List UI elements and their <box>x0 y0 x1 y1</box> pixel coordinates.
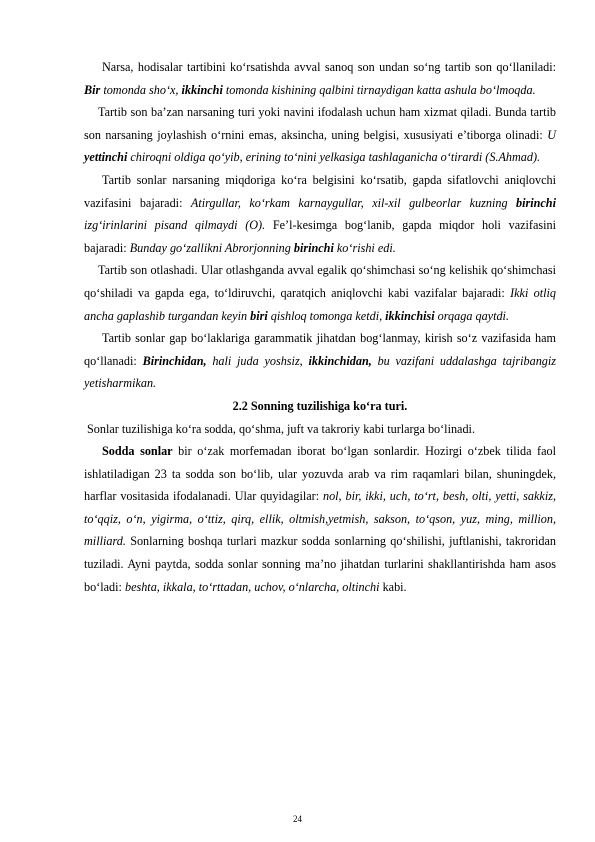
paragraph-simple-numerals <box>84 440 556 598</box>
paragraph-ordinal-attribute <box>84 169 556 259</box>
paragraph-ordinal-introductory <box>84 327 556 395</box>
emphasized-word: ikkinchidan, <box>308 353 372 368</box>
text-segment: Tartib sonlar gap bo‘laklariga garammatik jihatdan bog‘lanmay, kirish so‘z vazifasida ham qo‘llanadi: <box>84 331 556 368</box>
text-segment: bir o‘zak morfemadan iborat bo‘lgan sonlardir. Hozirgi o‘zbek tilida faol ishlatiladigan 23 ta sodda son bo‘lib, ular yozuvda arab va rim raqamlari bilan, shuningdek, harflar vositasida ifodalanadi. Ular quyidagilar: <box>84 444 556 504</box>
text-segment: Fe’l-kesimga bog‘lanib, gapda miqdor holi vazifasini bajaradi: <box>84 218 556 255</box>
example-text: beshta, ikkala, to‘rttadan, uchov, o‘nlarcha, oltinchi <box>124 579 380 594</box>
document-page <box>84 56 556 598</box>
emphasized-word: birinchi <box>516 195 556 210</box>
emphasized-word: yettinchi <box>84 150 128 165</box>
text-segment: Tartib sonlar narsaning miqdoriga ko‘ra belgisini ko‘rsatib, gapda sifatlovchi aniqlovchi vazifasini bajaradi: <box>84 172 556 210</box>
text-segment: Narsa, hodisalar tartibini ko‘rsatishda avval sanoq son undan so‘ng tartib son qo‘llaniladi: <box>102 60 556 74</box>
paragraph-ordinal-order <box>84 56 556 101</box>
paragraph-ordinal-kind <box>84 101 556 169</box>
example-text: izg‘irinlarini pisand qilmaydi (O). <box>84 218 266 233</box>
example-text: qishloq tomonga ketdi, <box>267 308 386 323</box>
emphasized-word: Bir <box>84 82 101 97</box>
term-bold: Sodda sonlar <box>102 444 173 459</box>
example-text: ko‘rishi edi. <box>333 240 396 255</box>
text-segment: Tartib son otlashadi. Ular otlashganda avval egalik qo‘shimchasi so‘ng kelishik qo‘shimchasi qo‘shiladi va gapda ega, to‘ldiruvchi, qaratqich aniqlovchi kabi vazifalar bajaradi: <box>84 263 556 300</box>
emphasized-word: ikkinchi <box>181 82 223 97</box>
text-segment: Tartib son ba’zan narsaning turi yoki navini ifodalash uchun ham xizmat qiladi. Bunda tartib son narsaning joylashish o‘rnini emas, aksincha, uning belgisi, xususiyati e’tiborga olinadi: <box>84 105 556 142</box>
example-text: tomonda sho‘x, <box>100 82 182 97</box>
example-text: Atirgullar, ko‘rkam karnaygullar, xil-xil gulbeorlar kuzning <box>190 195 517 210</box>
example-text: orqaga qaytdi. <box>434 308 509 323</box>
emphasized-word: Birinchidan, <box>142 353 207 368</box>
example-text: tomonda kishining qalbini tirnaydigan katta ashula bo‘lmoqda. <box>222 82 536 97</box>
example-text: Ikki otliq ancha gaplashib turgandan keyin <box>84 285 557 323</box>
paragraph-structure-intro: Sonlar tuzilishiga ko‘ra sodda, qo‘shma, juft va takroriy kabi turlarga bo‘linadi. <box>87 421 475 436</box>
section-heading: 2.2 Sonning tuzilishiga ko‘ra turi. <box>232 398 408 413</box>
example-text: nol, bir, ikki, uch, to‘rt, besh, olti, yetti, sakkiz, to‘qqiz, o‘n, yigirma, o‘ttiz, qirq, ellik, oltmish,yetmish, sakson, to‘qson, yuz, ming, million, milliard. <box>84 489 557 549</box>
example-text: U <box>547 127 556 142</box>
emphasized-word: ikkinchisi <box>385 308 435 323</box>
example-text: bu vazifani uddalashga tajribangiz yetisharmikan. <box>84 353 557 391</box>
example-text: chiroqni oldiga qo‘yib, erining to‘nini yelkasiga tashlaganicha o‘tirardi (S.Ahmad). <box>127 150 541 165</box>
emphasized-word: birinchi <box>293 240 334 255</box>
example-text: Bunday go‘zallikni Abrorjonning <box>129 240 294 255</box>
paragraph-ordinal-nominal <box>84 259 556 327</box>
example-text: hali juda yoshsiz, <box>206 353 309 368</box>
emphasized-word: biri <box>250 308 268 323</box>
page-number: 24 <box>293 814 302 824</box>
text-segment: Sonlarning boshqa turlari mazkur sodda sonlarning qo‘shilishi, juftlanishi, takroridan tuziladi. Ayni paytda, sodda sonlar sonning ma’no jihatdan turlarini shakllantirishda ham asos bo‘ladi: <box>84 534 556 594</box>
text-segment: kabi. <box>379 579 407 594</box>
